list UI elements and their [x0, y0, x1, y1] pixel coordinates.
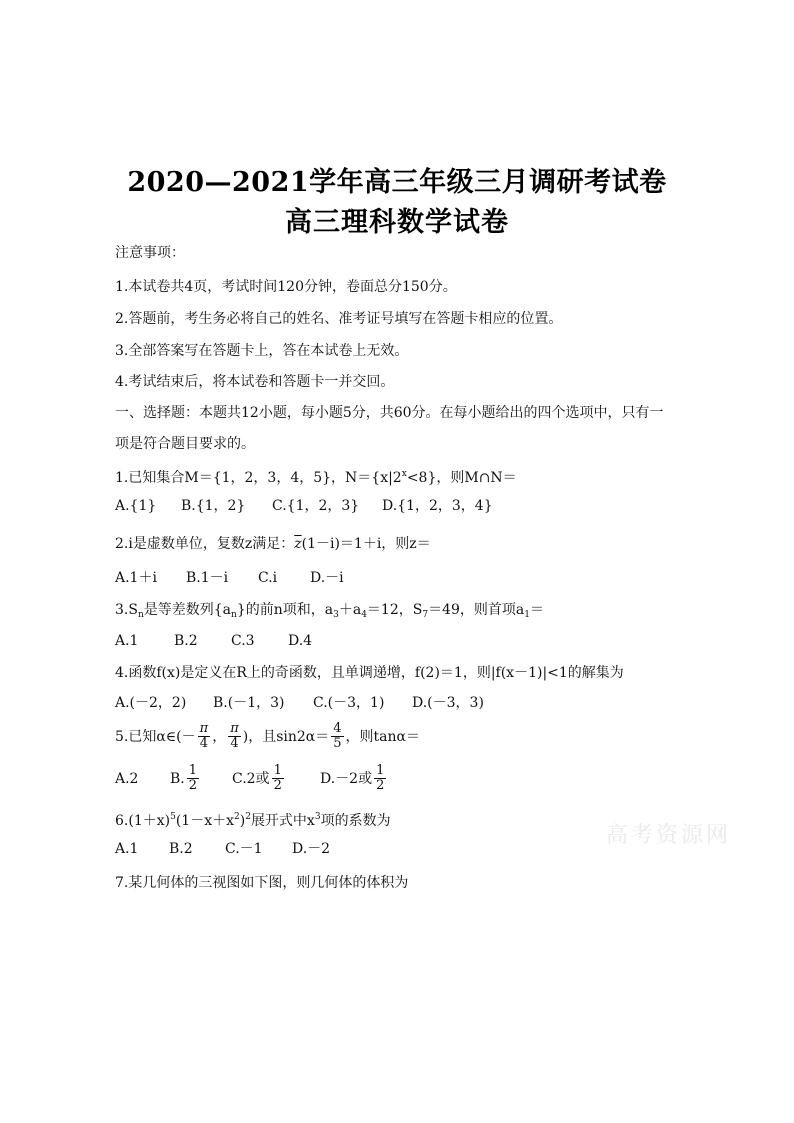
option-a: A.{1} [115, 498, 157, 514]
section-intro: 一、选择题：本题共12小题，每小题5分，共60分。在每小题给出的四个选项中，只有一 [115, 405, 664, 421]
q3-subscript: n [231, 610, 237, 620]
option-d: D.{1，2，3，4} [382, 498, 493, 514]
q6-stem-part: 6.(1＋x) [115, 813, 171, 829]
fraction-denominator: 2 [376, 778, 385, 793]
option-a: A.1 [115, 633, 139, 649]
option-d: D.(－3，3) [412, 695, 484, 711]
option-c: C.i [258, 570, 278, 586]
q3-stem-part: 3.S [115, 602, 138, 618]
notes-heading: 注意事项： [115, 245, 185, 261]
q6-exponent: 3 [314, 812, 321, 822]
fraction-numerator: 1 [376, 763, 385, 778]
note-item: 3.全部答案写在答题卡上，答在本试卷上无效。 [115, 343, 409, 359]
q3-stem-part: ＋a [338, 602, 362, 618]
fraction-numerator: 1 [273, 763, 282, 778]
question-3-stem [115, 601, 544, 624]
option-d: D.－i [310, 570, 344, 586]
q6-exponent: 5 [170, 812, 176, 822]
section-intro: 项是符合题目要求的。 [115, 436, 255, 452]
q2-stem-part: 2.i是虚数单位，复数z满足： [115, 536, 295, 552]
fraction-numerator: 4 [333, 721, 342, 736]
option-b-label: B. [170, 770, 185, 787]
question-5-options [115, 764, 388, 793]
q5-stem-part: )，且sin2α＝ [242, 728, 330, 745]
fraction-denominator: 2 [188, 778, 198, 793]
note-item: 1.本试卷共4页，考试时间120分钟，卷面总分150分。 [115, 279, 457, 295]
q3-subscript: 7 [422, 610, 429, 620]
conjugate-z: $\overline{z}$ [294, 536, 302, 552]
question-3-options [115, 632, 312, 650]
q1-stem-part: 1.已知集合M＝{1，2，3，4，5}，N＝{x|2 [115, 470, 402, 486]
fraction-one-half [272, 764, 284, 793]
option-b [170, 764, 232, 793]
fraction-denominator: 2 [273, 778, 282, 793]
option-d: D.4 [288, 633, 313, 649]
option-c: C.－1 [225, 841, 263, 857]
q5-stem-part: 5.已知α∈(－ [115, 728, 196, 745]
fraction-numerator: π [199, 721, 209, 736]
fraction-numerator: π [230, 721, 239, 736]
fraction-pi-over-4 [198, 722, 211, 751]
q6-exponent: 2 [245, 812, 251, 822]
q3-stem-part: 是等差数列{a [143, 602, 232, 618]
q3-stem-part: ＝ [529, 602, 544, 618]
note-item: 2.答题前，考生务必将自己的姓名、准考证号填写在答题卡相应的位置。 [115, 311, 563, 327]
q3-stem-part: }的前n项和，a [236, 602, 334, 618]
question-1-stem [115, 465, 517, 487]
option-c: C.(－3，1) [313, 695, 385, 711]
fraction-one-half [187, 764, 199, 793]
fraction-4-over-5 [331, 722, 343, 751]
option-b: B.{1，2} [181, 498, 246, 514]
q2-stem-part: (1－i)＝1＋i，则z＝ [301, 536, 431, 552]
q6-stem-part: 项的系数为 [320, 813, 391, 829]
option-d [320, 764, 388, 793]
fraction-numerator: 1 [188, 763, 198, 778]
q5-stem-part: ， [212, 728, 227, 745]
q3-stem-part: ＝12，S [366, 602, 423, 618]
option-a: A.(－2，2) [115, 695, 187, 711]
note-item: 4.考试结束后，将本试卷和答题卡一并交回。 [115, 374, 395, 390]
option-c: C.3 [231, 633, 255, 649]
option-b: B.1－i [186, 570, 229, 586]
option-b: B.2 [169, 841, 193, 857]
q3-subscript: n [137, 610, 144, 620]
q6-stem-part: 展开式中x [250, 813, 315, 829]
question-2-options [115, 569, 344, 587]
question-6-stem [115, 808, 391, 830]
fraction-denominator: 4 [230, 736, 239, 751]
question-5-stem [115, 722, 420, 751]
option-c [232, 764, 320, 793]
fraction-one-half [374, 764, 386, 793]
option-b: B.(－1，3) [213, 695, 285, 711]
fraction-denominator: 5 [333, 736, 342, 751]
option-d-label: D.－2或 [320, 770, 373, 787]
fraction-denominator: 4 [199, 736, 209, 751]
option-a: A.1＋i [115, 570, 157, 586]
q1-stem-part: <8}，则M∩N＝ [406, 470, 517, 486]
page-subtitle: 高三理科数学试卷 [285, 207, 509, 238]
option-b: B.2 [174, 633, 198, 649]
q3-subscript: 4 [361, 610, 367, 620]
q5-stem-part: ，则tanα＝ [345, 728, 420, 745]
option-d: D.－2 [292, 841, 331, 857]
option-c-label: C.2或 [232, 770, 270, 787]
q6-exponent: 2 [234, 812, 240, 822]
question-1-options [115, 497, 493, 515]
option-a: A.1 [115, 841, 139, 857]
watermark: 高考资源网 [606, 823, 732, 848]
question-6-options [115, 840, 330, 858]
q3-subscript: 1 [524, 610, 530, 620]
q6-stem-part: ) [239, 813, 246, 829]
question-4-stem: 4.函数f(x)是定义在R上的奇函数，且单调递增，f(2)＝1，则|f(x－1)|<1的解集为 [115, 665, 624, 681]
question-2-stem [115, 535, 431, 553]
page-title: 2020—2021学年高三年级三月调研考试卷 [127, 167, 667, 198]
q1-exponent: x [401, 469, 407, 479]
q6-stem-part: (1－x＋x [175, 813, 234, 829]
option-c: C.{1，2，3} [272, 498, 360, 514]
q3-stem-part: ＝49，则首项a [428, 602, 525, 618]
question-7-stem: 7.某几何体的三视图如下图，则几何体的体积为 [115, 875, 409, 891]
fraction-pi-over-4 [228, 722, 241, 751]
question-4-options [115, 694, 484, 712]
option-a: A.2 [115, 770, 139, 787]
q3-subscript: 3 [333, 610, 339, 620]
